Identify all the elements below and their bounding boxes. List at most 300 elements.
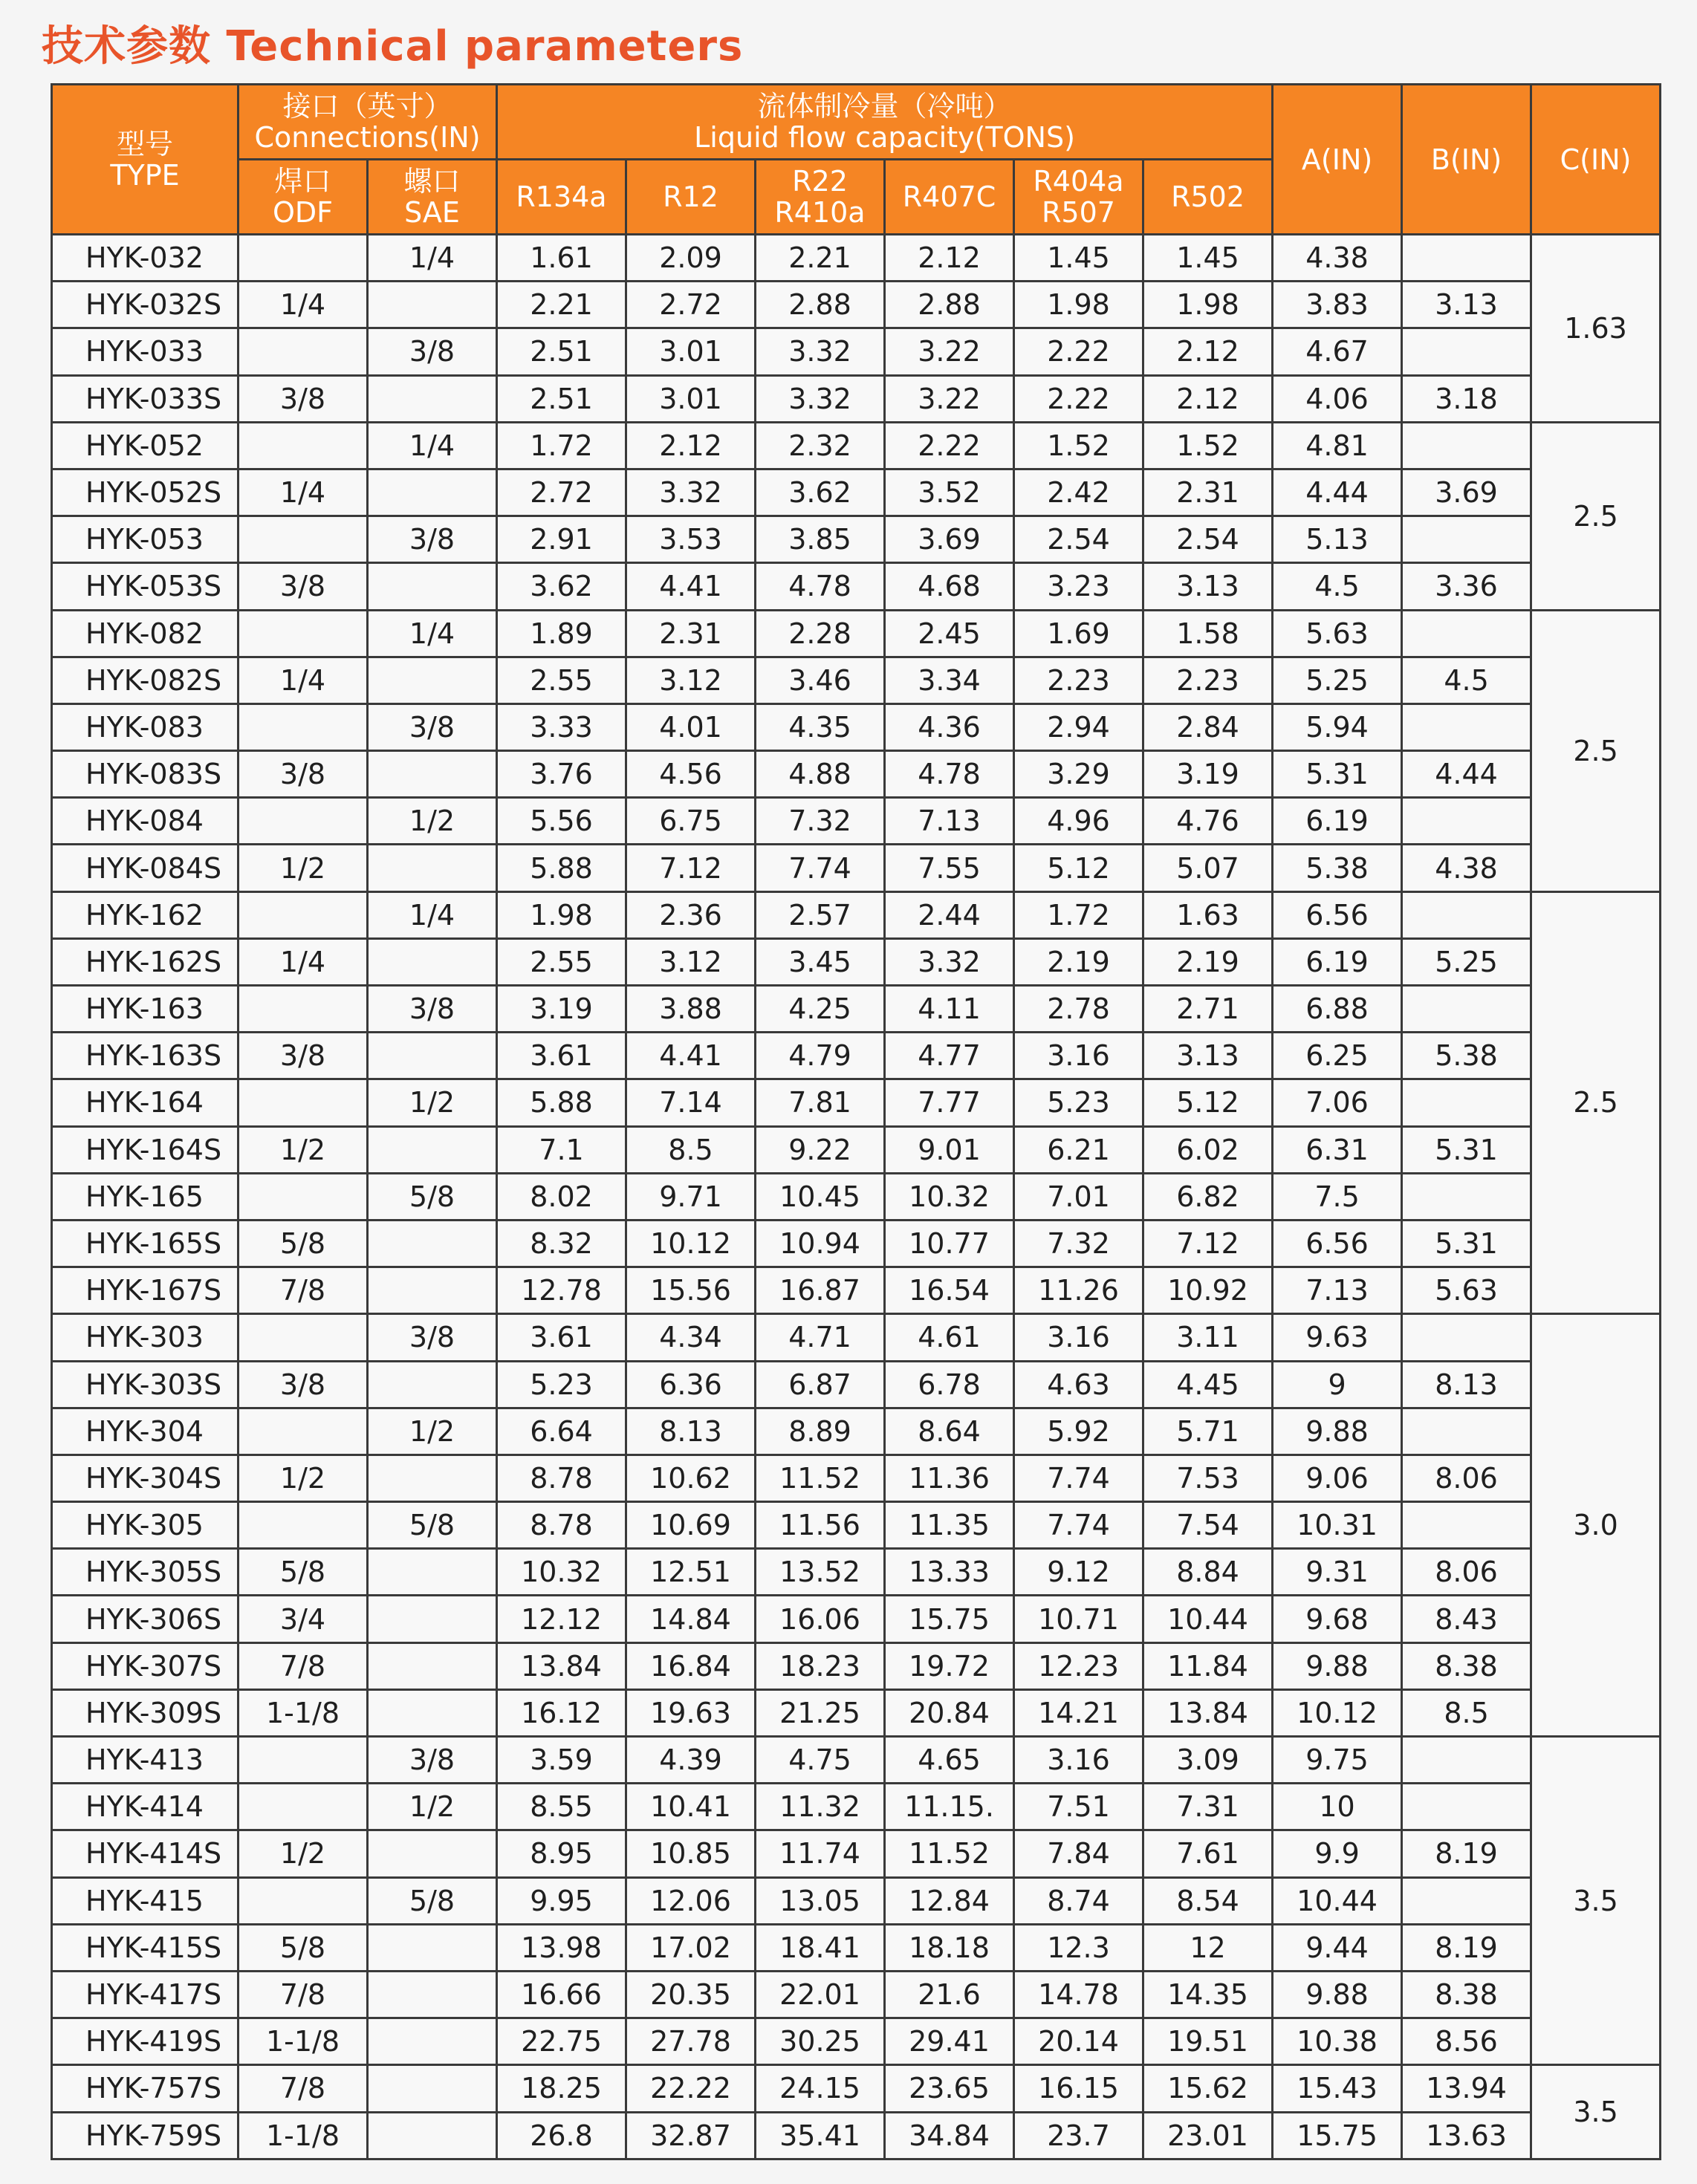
cell-r134a: 16.66 [497, 1971, 626, 2018]
cell-r407c: 11.36 [885, 1455, 1014, 1501]
table-row [52, 798, 1661, 845]
cell-a: 4.38 [1273, 235, 1402, 282]
cell-sae: 1/2 [368, 1784, 497, 1830]
table-row [52, 1502, 1661, 1549]
cell-a: 9.88 [1273, 1642, 1402, 1689]
cell-b: 8.06 [1402, 1549, 1531, 1596]
cell-r134a: 26.8 [497, 2112, 626, 2159]
cell-r404a: 7.84 [1014, 1830, 1143, 1877]
cell-sae [368, 282, 497, 328]
cell-a: 7.13 [1273, 1267, 1402, 1314]
cell-odf [239, 1408, 368, 1455]
cell-a: 6.19 [1273, 798, 1402, 845]
cell-type: HYK-304S [52, 1455, 239, 1501]
cell-r404a: 3.29 [1014, 751, 1143, 798]
cell-a: 6.88 [1273, 986, 1402, 1033]
cell-r12: 8.13 [626, 1408, 756, 1455]
cell-r404a: 1.45 [1014, 235, 1143, 282]
cell-r407c: 9.01 [885, 1126, 1014, 1173]
cell-r134a: 1.98 [497, 891, 626, 938]
cell-r12: 10.85 [626, 1830, 756, 1877]
cell-r22: 4.79 [756, 1033, 885, 1079]
cell-r22: 10.45 [756, 1173, 885, 1220]
cell-sae [368, 1126, 497, 1173]
cell-r22: 3.46 [756, 657, 885, 703]
cell-a: 6.19 [1273, 938, 1402, 985]
cell-r134a: 3.76 [497, 751, 626, 798]
header-r502: R502 [1143, 160, 1273, 235]
cell-b: 13.63 [1402, 2112, 1531, 2159]
cell-type: HYK-757S [52, 2065, 239, 2112]
cell-type: HYK-165S [52, 1220, 239, 1267]
cell-odf: 3/4 [239, 1596, 368, 1642]
cell-r134a: 7.1 [497, 1126, 626, 1173]
cell-r22: 30.25 [756, 2018, 885, 2065]
cell-sae: 5/8 [368, 1173, 497, 1220]
cell-r407c: 29.41 [885, 2018, 1014, 2065]
cell-type: HYK-163 [52, 986, 239, 1033]
cell-a: 10.38 [1273, 2018, 1402, 2065]
cell-sae [368, 845, 497, 891]
cell-r134a: 3.61 [497, 1033, 626, 1079]
cell-type: HYK-414 [52, 1784, 239, 1830]
cell-c-group: 3.0 [1531, 1314, 1661, 1737]
cell-odf [239, 1502, 368, 1549]
cell-r12: 12.51 [626, 1549, 756, 1596]
cell-r134a: 1.61 [497, 235, 626, 282]
cell-r134a: 13.98 [497, 1924, 626, 1971]
table-row [52, 703, 1661, 750]
page-title: 技术参数 Technical parameters [42, 22, 744, 71]
cell-r502: 12 [1143, 1924, 1273, 1971]
cell-r404a: 4.96 [1014, 798, 1143, 845]
cell-r22: 18.41 [756, 1924, 885, 1971]
cell-r22: 21.25 [756, 1689, 885, 1736]
cell-type: HYK-084S [52, 845, 239, 891]
table-row [52, 1689, 1661, 1736]
table-row [52, 1596, 1661, 1642]
cell-r12: 4.39 [626, 1737, 756, 1784]
cell-odf: 7/8 [239, 1971, 368, 2018]
cell-b [1402, 986, 1531, 1033]
cell-odf [239, 891, 368, 938]
cell-sae: 5/8 [368, 1502, 497, 1549]
cell-r22: 16.87 [756, 1267, 885, 1314]
cell-type: HYK-084 [52, 798, 239, 845]
cell-a: 6.56 [1273, 1220, 1402, 1267]
table-row [52, 1784, 1661, 1830]
cell-odf: 1/4 [239, 469, 368, 516]
cell-sae [368, 938, 497, 985]
cell-r407c: 11.15. [885, 1784, 1014, 1830]
cell-b: 4.5 [1402, 657, 1531, 703]
cell-odf [239, 235, 368, 282]
cell-sae [368, 2065, 497, 2112]
cell-sae: 1/2 [368, 1079, 497, 1126]
cell-r12: 8.5 [626, 1126, 756, 1173]
cell-r407c: 7.55 [885, 845, 1014, 891]
cell-a: 9.63 [1273, 1314, 1402, 1361]
table-row [52, 1877, 1661, 1924]
cell-type: HYK-052S [52, 469, 239, 516]
cell-r404a: 14.21 [1014, 1689, 1143, 1736]
cell-r407c: 13.33 [885, 1549, 1014, 1596]
cell-odf: 7/8 [239, 2065, 368, 2112]
cell-r22: 11.52 [756, 1455, 885, 1501]
cell-r134a: 2.51 [497, 375, 626, 422]
cell-b [1402, 235, 1531, 282]
cell-r404a: 1.72 [1014, 891, 1143, 938]
cell-r12: 7.12 [626, 845, 756, 891]
cell-r22: 7.74 [756, 845, 885, 891]
cell-r502: 3.13 [1143, 563, 1273, 610]
cell-r502: 6.82 [1143, 1173, 1273, 1220]
cell-r12: 3.53 [626, 516, 756, 563]
cell-odf [239, 516, 368, 563]
cell-r22: 9.22 [756, 1126, 885, 1173]
cell-r407c: 2.12 [885, 235, 1014, 282]
cell-r12: 19.63 [626, 1689, 756, 1736]
cell-r12: 2.12 [626, 422, 756, 469]
cell-odf: 3/8 [239, 1033, 368, 1079]
cell-r404a: 3.16 [1014, 1737, 1143, 1784]
cell-r134a: 8.78 [497, 1502, 626, 1549]
cell-r22: 11.74 [756, 1830, 885, 1877]
cell-odf [239, 422, 368, 469]
cell-r12: 3.01 [626, 375, 756, 422]
cell-b: 5.38 [1402, 1033, 1531, 1079]
header-c: C(IN) [1531, 85, 1661, 235]
cell-r404a: 12.23 [1014, 1642, 1143, 1689]
cell-r502: 13.84 [1143, 1689, 1273, 1736]
cell-r502: 8.54 [1143, 1877, 1273, 1924]
cell-type: HYK-419S [52, 2018, 239, 2065]
cell-odf [239, 703, 368, 750]
cell-a: 4.44 [1273, 469, 1402, 516]
cell-r502: 14.35 [1143, 1971, 1273, 2018]
cell-b: 3.36 [1402, 563, 1531, 610]
table-row [52, 1079, 1661, 1126]
cell-type: HYK-083 [52, 703, 239, 750]
cell-r404a: 14.78 [1014, 1971, 1143, 2018]
cell-odf [239, 1737, 368, 1784]
cell-a: 6.56 [1273, 891, 1402, 938]
table-row [52, 1455, 1661, 1501]
cell-r12: 10.62 [626, 1455, 756, 1501]
cell-r502: 5.12 [1143, 1079, 1273, 1126]
cell-r134a: 2.51 [497, 328, 626, 375]
cell-r12: 20.35 [626, 1971, 756, 2018]
cell-r22: 4.75 [756, 1737, 885, 1784]
cell-r407c: 3.34 [885, 657, 1014, 703]
header-odf: 焊口 ODF [239, 160, 368, 235]
cell-r502: 6.02 [1143, 1126, 1273, 1173]
cell-r134a: 2.91 [497, 516, 626, 563]
cell-type: HYK-033 [52, 328, 239, 375]
cell-a: 5.25 [1273, 657, 1402, 703]
cell-type: HYK-082 [52, 610, 239, 657]
table-row [52, 1549, 1661, 1596]
cell-r22: 2.88 [756, 282, 885, 328]
cell-sae [368, 1220, 497, 1267]
cell-r502: 2.71 [1143, 986, 1273, 1033]
cell-r502: 2.12 [1143, 328, 1273, 375]
cell-b: 3.69 [1402, 469, 1531, 516]
cell-sae [368, 1549, 497, 1596]
cell-a: 9.68 [1273, 1596, 1402, 1642]
cell-r22: 3.45 [756, 938, 885, 985]
cell-odf: 1/2 [239, 1455, 368, 1501]
cell-r134a: 8.95 [497, 1830, 626, 1877]
cell-type: HYK-415 [52, 1877, 239, 1924]
cell-b [1402, 1784, 1531, 1830]
cell-r502: 10.44 [1143, 1596, 1273, 1642]
cell-type: HYK-415S [52, 1924, 239, 1971]
table-row [52, 751, 1661, 798]
cell-b: 3.18 [1402, 375, 1531, 422]
cell-r502: 3.09 [1143, 1737, 1273, 1784]
table-row [52, 328, 1661, 375]
cell-r134a: 10.32 [497, 1549, 626, 1596]
cell-r407c: 2.45 [885, 610, 1014, 657]
cell-b [1402, 610, 1531, 657]
cell-odf: 1/2 [239, 1126, 368, 1173]
cell-odf: 1-1/8 [239, 2112, 368, 2159]
cell-sae: 1/2 [368, 798, 497, 845]
table-row [52, 1924, 1661, 1971]
cell-r12: 3.88 [626, 986, 756, 1033]
cell-r407c: 6.78 [885, 1361, 1014, 1408]
cell-r12: 10.41 [626, 1784, 756, 1830]
cell-r407c: 10.32 [885, 1173, 1014, 1220]
cell-r404a: 2.94 [1014, 703, 1143, 750]
cell-r12: 4.01 [626, 703, 756, 750]
cell-a: 5.13 [1273, 516, 1402, 563]
cell-b: 8.43 [1402, 1596, 1531, 1642]
cell-a: 7.5 [1273, 1173, 1402, 1220]
cell-c-group: 1.63 [1531, 235, 1661, 423]
header-liquid-flow-capacity: 流体制冷量（冷吨） Liquid flow capacity(TONS) [497, 85, 1273, 160]
cell-b [1402, 703, 1531, 750]
cell-c-group: 3.5 [1531, 2065, 1661, 2159]
cell-b: 8.38 [1402, 1971, 1531, 2018]
cell-a: 9.9 [1273, 1830, 1402, 1877]
cell-r407c: 4.77 [885, 1033, 1014, 1079]
cell-r502: 8.84 [1143, 1549, 1273, 1596]
cell-type: HYK-082S [52, 657, 239, 703]
cell-r12: 27.78 [626, 2018, 756, 2065]
cell-r134a: 3.33 [497, 703, 626, 750]
table-row [52, 1737, 1661, 1784]
cell-a: 9.88 [1273, 1408, 1402, 1455]
table-row [52, 1830, 1661, 1877]
cell-c-group: 2.5 [1531, 891, 1661, 1314]
cell-r404a: 16.15 [1014, 2065, 1143, 2112]
cell-type: HYK-165 [52, 1173, 239, 1220]
cell-r134a: 2.55 [497, 938, 626, 985]
cell-sae: 3/8 [368, 703, 497, 750]
table-row [52, 1267, 1661, 1314]
cell-r404a: 9.12 [1014, 1549, 1143, 1596]
table-row [52, 986, 1661, 1033]
cell-r502: 3.11 [1143, 1314, 1273, 1361]
cell-r12: 2.09 [626, 235, 756, 282]
cell-r12: 10.12 [626, 1220, 756, 1267]
cell-sae: 3/8 [368, 328, 497, 375]
cell-a: 6.31 [1273, 1126, 1402, 1173]
cell-odf [239, 328, 368, 375]
cell-r134a: 12.78 [497, 1267, 626, 1314]
cell-type: HYK-414S [52, 1830, 239, 1877]
header-b: B(IN) [1402, 85, 1531, 235]
cell-r134a: 3.62 [497, 563, 626, 610]
cell-c-group: 2.5 [1531, 422, 1661, 610]
cell-b: 8.5 [1402, 1689, 1531, 1736]
cell-b: 8.38 [1402, 1642, 1531, 1689]
cell-r407c: 2.44 [885, 891, 1014, 938]
cell-r134a: 12.12 [497, 1596, 626, 1642]
cell-r502: 7.12 [1143, 1220, 1273, 1267]
cell-r502: 7.54 [1143, 1502, 1273, 1549]
cell-type: HYK-413 [52, 1737, 239, 1784]
cell-type: HYK-162S [52, 938, 239, 985]
cell-a: 15.75 [1273, 2112, 1402, 2159]
cell-b: 4.38 [1402, 845, 1531, 891]
cell-r502: 4.76 [1143, 798, 1273, 845]
cell-r502: 2.84 [1143, 703, 1273, 750]
cell-r134a: 5.88 [497, 845, 626, 891]
cell-odf: 1/4 [239, 938, 368, 985]
cell-sae: 1/4 [368, 891, 497, 938]
cell-r22: 3.85 [756, 516, 885, 563]
table-row [52, 375, 1661, 422]
cell-odf: 3/8 [239, 1361, 368, 1408]
cell-odf [239, 798, 368, 845]
cell-odf: 1/2 [239, 1830, 368, 1877]
cell-sae [368, 1971, 497, 2018]
cell-sae: 3/8 [368, 986, 497, 1033]
header-r404a-r507: R404a R507 [1014, 160, 1143, 235]
cell-r407c: 7.77 [885, 1079, 1014, 1126]
cell-r502: 1.58 [1143, 610, 1273, 657]
cell-r134a: 9.95 [497, 1877, 626, 1924]
cell-b [1402, 1314, 1531, 1361]
cell-odf [239, 1784, 368, 1830]
cell-r404a: 2.19 [1014, 938, 1143, 985]
cell-r404a: 6.21 [1014, 1126, 1143, 1173]
cell-sae: 1/4 [368, 422, 497, 469]
cell-type: HYK-309S [52, 1689, 239, 1736]
cell-r22: 2.57 [756, 891, 885, 938]
cell-r502: 23.01 [1143, 2112, 1273, 2159]
cell-type: HYK-304 [52, 1408, 239, 1455]
cell-sae [368, 563, 497, 610]
cell-r22: 2.28 [756, 610, 885, 657]
cell-r22: 7.32 [756, 798, 885, 845]
cell-r134a: 18.25 [497, 2065, 626, 2112]
cell-sae [368, 2018, 497, 2065]
cell-r22: 3.32 [756, 328, 885, 375]
cell-r12: 4.34 [626, 1314, 756, 1361]
cell-a: 10.31 [1273, 1502, 1402, 1549]
cell-r12: 15.56 [626, 1267, 756, 1314]
header-r407c: R407C [885, 160, 1014, 235]
cell-c-group: 2.5 [1531, 610, 1661, 891]
table-row [52, 1408, 1661, 1455]
cell-type: HYK-164S [52, 1126, 239, 1173]
cell-r404a: 11.26 [1014, 1267, 1143, 1314]
table-row [52, 469, 1661, 516]
cell-type: HYK-163S [52, 1033, 239, 1079]
cell-a: 6.25 [1273, 1033, 1402, 1079]
cell-r502: 2.23 [1143, 657, 1273, 703]
cell-sae [368, 1267, 497, 1314]
cell-type: HYK-033S [52, 375, 239, 422]
cell-r22: 10.94 [756, 1220, 885, 1267]
table-row [52, 2018, 1661, 2065]
cell-b [1402, 891, 1531, 938]
cell-r12: 9.71 [626, 1173, 756, 1220]
cell-a: 9.75 [1273, 1737, 1402, 1784]
cell-type: HYK-032 [52, 235, 239, 282]
cell-r407c: 7.13 [885, 798, 1014, 845]
cell-r134a: 5.88 [497, 1079, 626, 1126]
cell-r22: 4.71 [756, 1314, 885, 1361]
header-r134a: R134a [497, 160, 626, 235]
cell-r502: 1.98 [1143, 282, 1273, 328]
cell-r404a: 5.23 [1014, 1079, 1143, 1126]
cell-r134a: 2.55 [497, 657, 626, 703]
cell-r404a: 2.54 [1014, 516, 1143, 563]
cell-r12: 3.12 [626, 657, 756, 703]
cell-r407c: 4.68 [885, 563, 1014, 610]
cell-b: 5.63 [1402, 1267, 1531, 1314]
cell-r12: 4.41 [626, 1033, 756, 1079]
cell-r407c: 19.72 [885, 1642, 1014, 1689]
cell-odf: 7/8 [239, 1642, 368, 1689]
cell-r502: 2.31 [1143, 469, 1273, 516]
cell-type: HYK-305 [52, 1502, 239, 1549]
cell-r407c: 23.65 [885, 2065, 1014, 2112]
cell-a: 10.12 [1273, 1689, 1402, 1736]
table-row [52, 1220, 1661, 1267]
cell-r134a: 1.72 [497, 422, 626, 469]
cell-r134a: 1.89 [497, 610, 626, 657]
header-a: A(IN) [1273, 85, 1402, 235]
cell-r407c: 11.35 [885, 1502, 1014, 1549]
cell-b: 5.31 [1402, 1220, 1531, 1267]
table-row [52, 1314, 1661, 1361]
cell-odf [239, 610, 368, 657]
cell-odf [239, 1173, 368, 1220]
cell-a: 3.83 [1273, 282, 1402, 328]
cell-r404a: 12.3 [1014, 1924, 1143, 1971]
cell-r407c: 8.64 [885, 1408, 1014, 1455]
cell-type: HYK-083S [52, 751, 239, 798]
table-row [52, 282, 1661, 328]
cell-sae: 3/8 [368, 516, 497, 563]
cell-r407c: 12.84 [885, 1877, 1014, 1924]
cell-r404a: 7.32 [1014, 1220, 1143, 1267]
table-row [52, 422, 1661, 469]
cell-sae [368, 1689, 497, 1736]
cell-r502: 2.19 [1143, 938, 1273, 985]
cell-a: 9.88 [1273, 1971, 1402, 2018]
cell-r407c: 3.22 [885, 328, 1014, 375]
table-row [52, 516, 1661, 563]
cell-b: 5.31 [1402, 1126, 1531, 1173]
cell-r407c: 4.65 [885, 1737, 1014, 1784]
